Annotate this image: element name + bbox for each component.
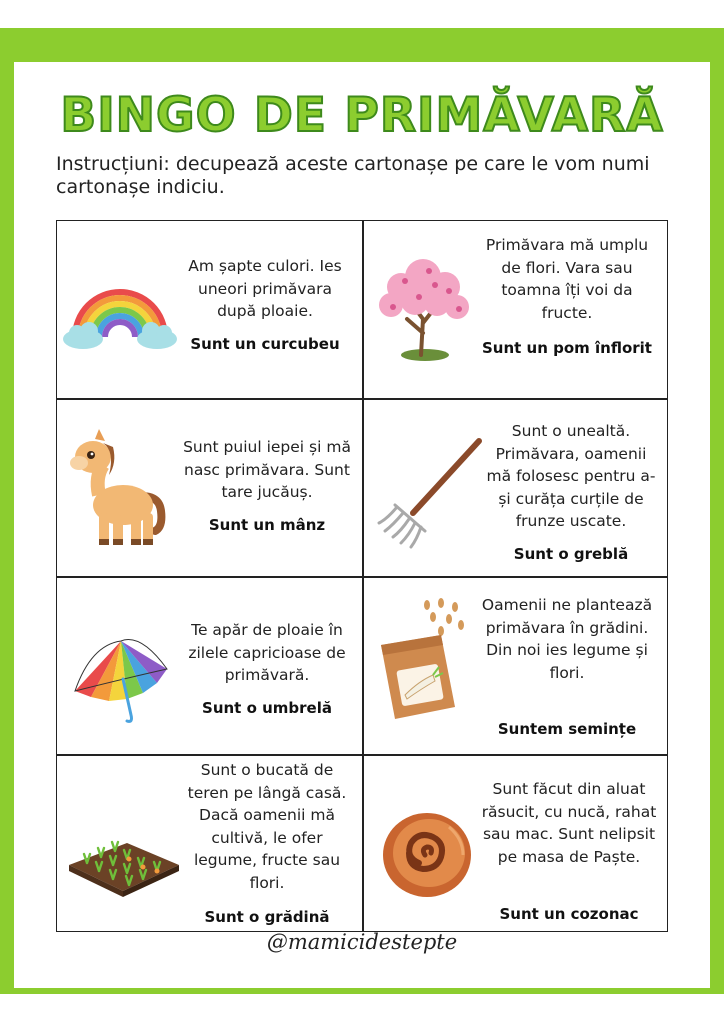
- card-clue: Sunt puiul iepei și mă nasc primăvara. Sunt tare jucăuș.: [183, 438, 351, 501]
- umbrella-icon: [71, 635, 171, 725]
- card-cozonac: [363, 755, 668, 932]
- card-clue: Primăvara mă umplu de flori. Vara sau toamna îți voi da fructe.: [485, 236, 649, 322]
- card-rainbow: [57, 221, 362, 398]
- card-blossom-tree: [363, 221, 668, 398]
- instructions: Instrucțiuni: decupează aceste cartonașe pe care le vom numi cartonașe indiciu.: [56, 153, 650, 198]
- card-garden: [57, 755, 362, 932]
- card-answer: Sunt un pom înflorit: [482, 339, 652, 357]
- card-answer: Sunt o grădină: [204, 908, 330, 926]
- footer-handle: @mamicidestepte: [266, 930, 458, 954]
- page-title: BINGO DE PRIMĂVARĂ: [60, 88, 664, 143]
- card-clue: Oamenii ne plantează primăvara în grădini. Din noi ies legume și flori.: [481, 596, 653, 682]
- card-answer: Sunt un curcubeu: [190, 335, 340, 353]
- card-grid: [56, 220, 668, 932]
- card-clue: Am șapte culori. Ies uneori primăvara după ploaie.: [188, 257, 342, 320]
- card-answer: Sunt un cozonac: [499, 905, 639, 923]
- rainbow-icon: [61, 275, 179, 353]
- card-answer: Sunt o greblă: [513, 545, 629, 563]
- blossom-tree-icon: [371, 257, 475, 363]
- garden-icon: [67, 813, 181, 899]
- card-answer: Suntem semințe: [497, 720, 637, 738]
- card-clue: Te apăr de ploaie în zilele capricioase de primăvară.: [188, 621, 346, 684]
- rake-icon: [371, 435, 483, 553]
- card-seeds: [363, 577, 668, 754]
- card-clue: Sunt făcut din aluat răsucit, cu nucă, rahat sau mac. Sunt nelipsit pe masa de Paște.: [481, 780, 657, 866]
- card-umbrella: [57, 577, 362, 754]
- card-answer: Sunt o umbrelă: [202, 699, 332, 717]
- card-clue: Sunt o bucată de teren pe lângă casă. Dacă oamenii mă cultivă, le ofer legume, fructe sau flori.: [187, 761, 347, 892]
- foal-icon: [69, 427, 173, 551]
- card-answer: Sunt un mânz: [208, 516, 326, 534]
- cozonac-icon: [379, 805, 475, 901]
- card-clue: Sunt o unealtă. Primăvara, oamenii mă folosesc pentru a-și curăța curțile de frunze uscate.: [486, 422, 656, 530]
- card-foal: [57, 399, 362, 576]
- seed-packet-icon: [375, 597, 471, 725]
- card-rake: [363, 399, 668, 576]
